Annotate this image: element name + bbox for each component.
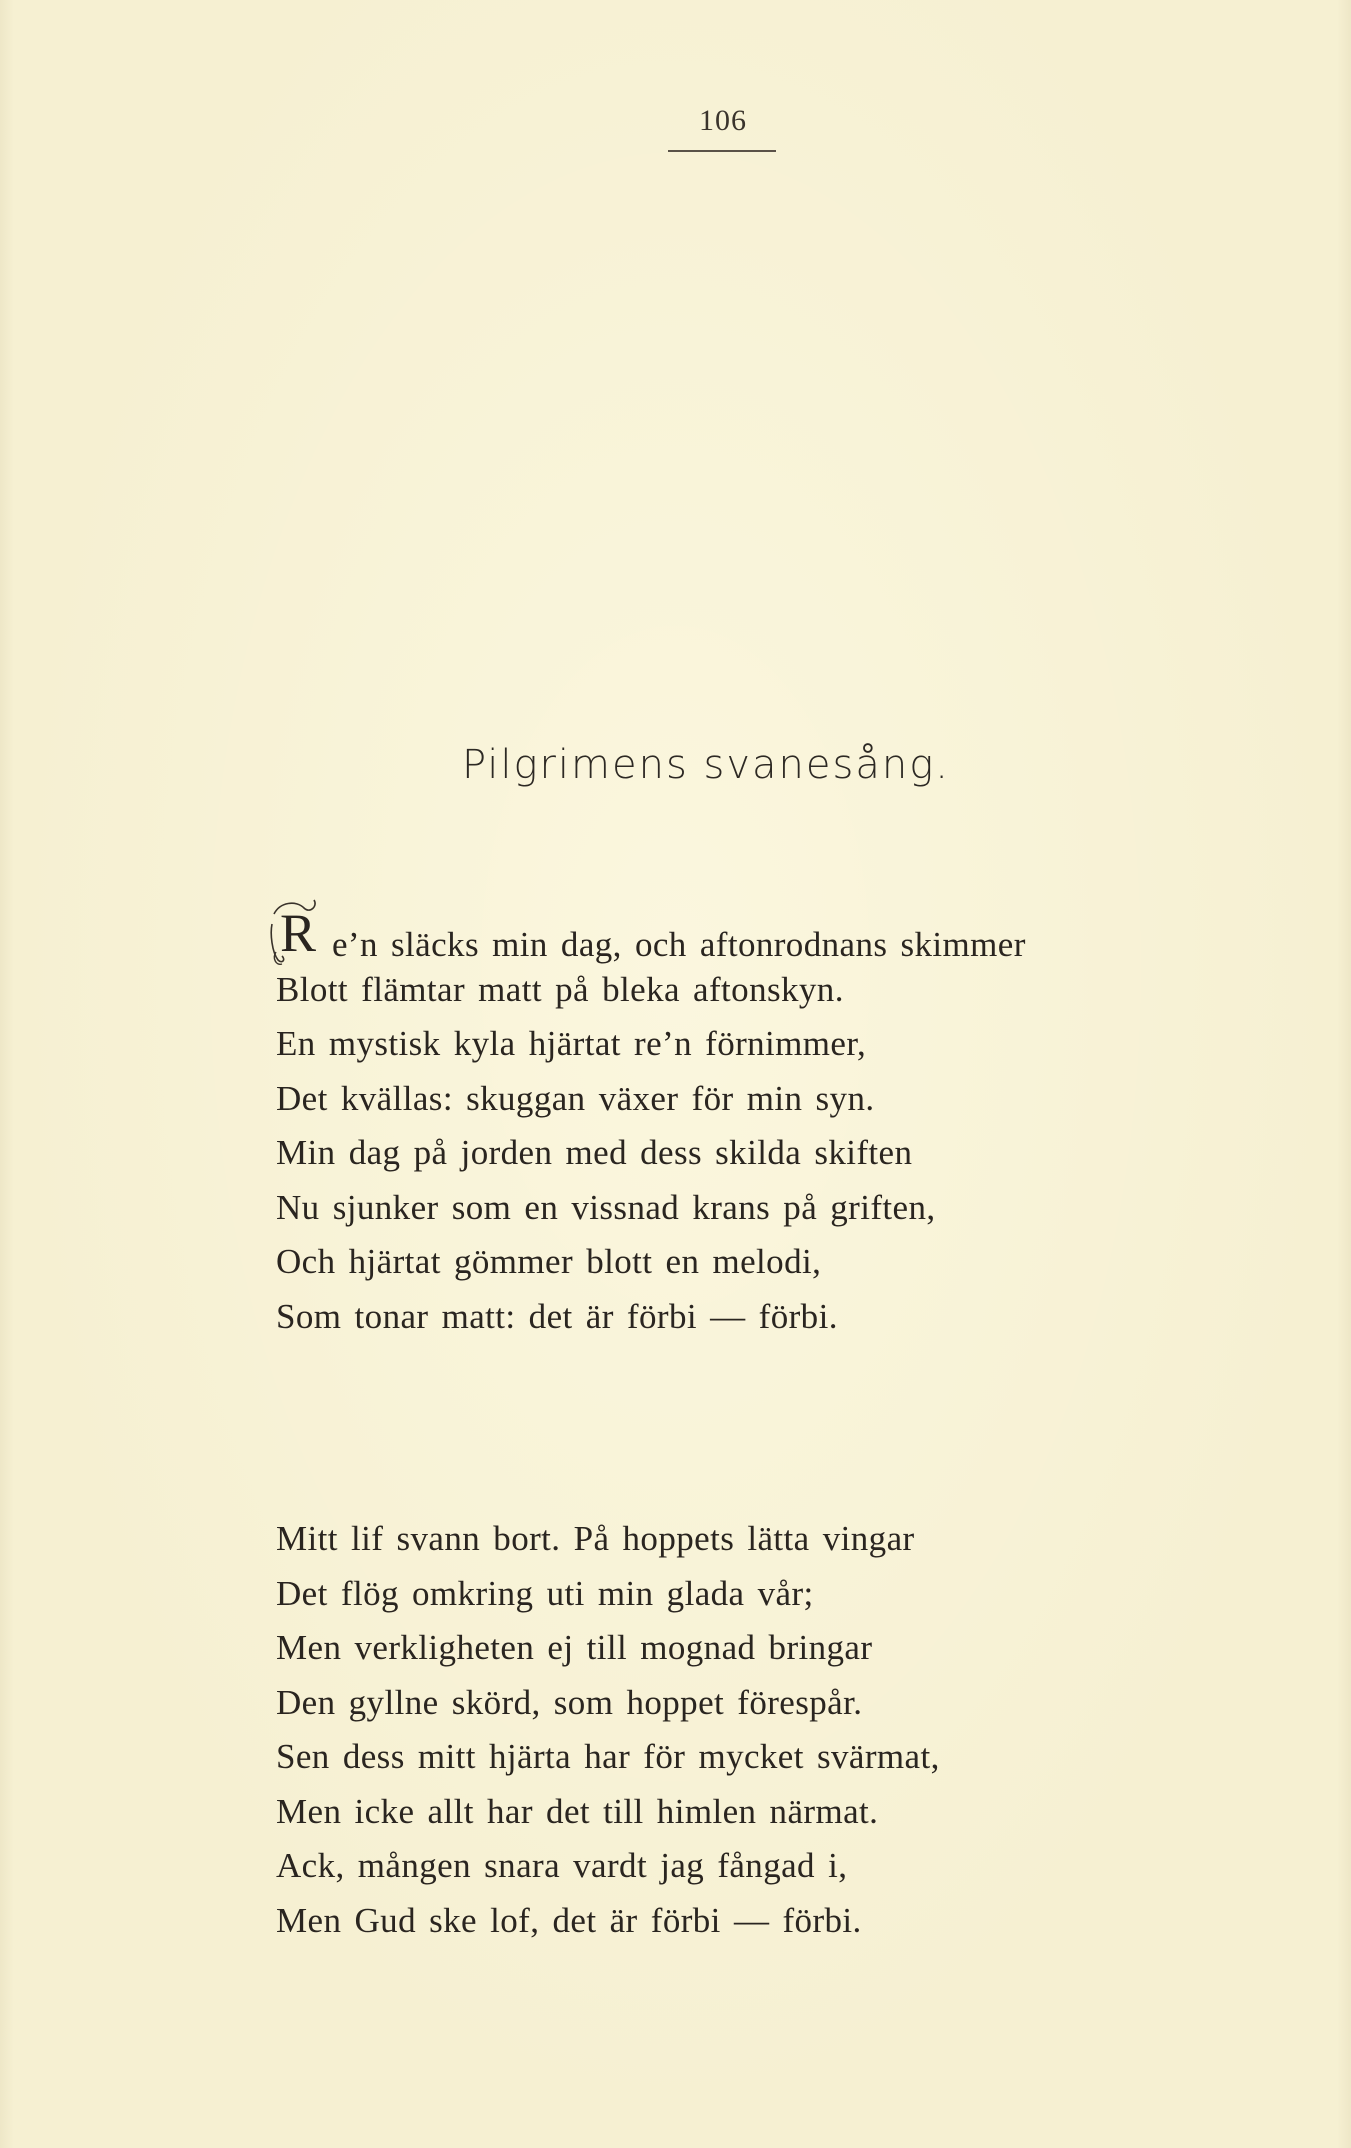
poem-line-5: Min dag på jorden med dess skilda skiften [276,1133,913,1172]
poem-line-10: Det flög omkring uti min glada vår; [276,1573,814,1613]
poem-line-3: En mystisk kyla hjärtat re’n förnimmer, [276,1024,867,1063]
poem-line-15: Ack, mången snara vardt jag fångad i, [276,1846,848,1885]
poem-line-1 [276,903,1026,964]
poem-line-7: Och hjärtat gömmer blott en melodi, [276,1242,822,1281]
stanza-1 [276,903,1026,1344]
poem-line-6: Nu sjunker som en vissnad krans på griften, [276,1187,936,1227]
poem-line-2: Blott flämtar matt på bleka aftonskyn. [276,969,844,1009]
poem-line-13: Sen dess mitt hjärta har för mycket svärmat, [276,1737,940,1776]
poem-line-4: Det kvällas: skuggan växer för min syn. [276,1078,875,1118]
poem-line-8: Som tonar matt: det är förbi — förbi. [276,1296,838,1336]
drop-cap-letter: R [280,903,317,963]
stanza-2 [276,1512,940,1948]
ornamental-drop-cap [270,903,332,968]
page-number-rule [668,150,776,152]
poem-line-1-text: e’n släcks min dag, och aftonrodnans skimmer [332,925,1026,964]
page-number: 106 [699,104,747,137]
poem-line-12: Den gyllne skörd, som hoppet förespår. [276,1682,863,1722]
poem-title: Pilgrimens svanesång. [462,742,950,788]
poem-line-14: Men icke allt har det till himlen närmat. [276,1791,879,1831]
poem-line-16: Men Gud ske lof, det är förbi — förbi. [276,1900,862,1940]
poem-line-9: Mitt lif svann bort. På hoppets lätta vingar [276,1519,915,1558]
poem-line-11: Men verkligheten ej till mognad bringar [276,1628,873,1667]
